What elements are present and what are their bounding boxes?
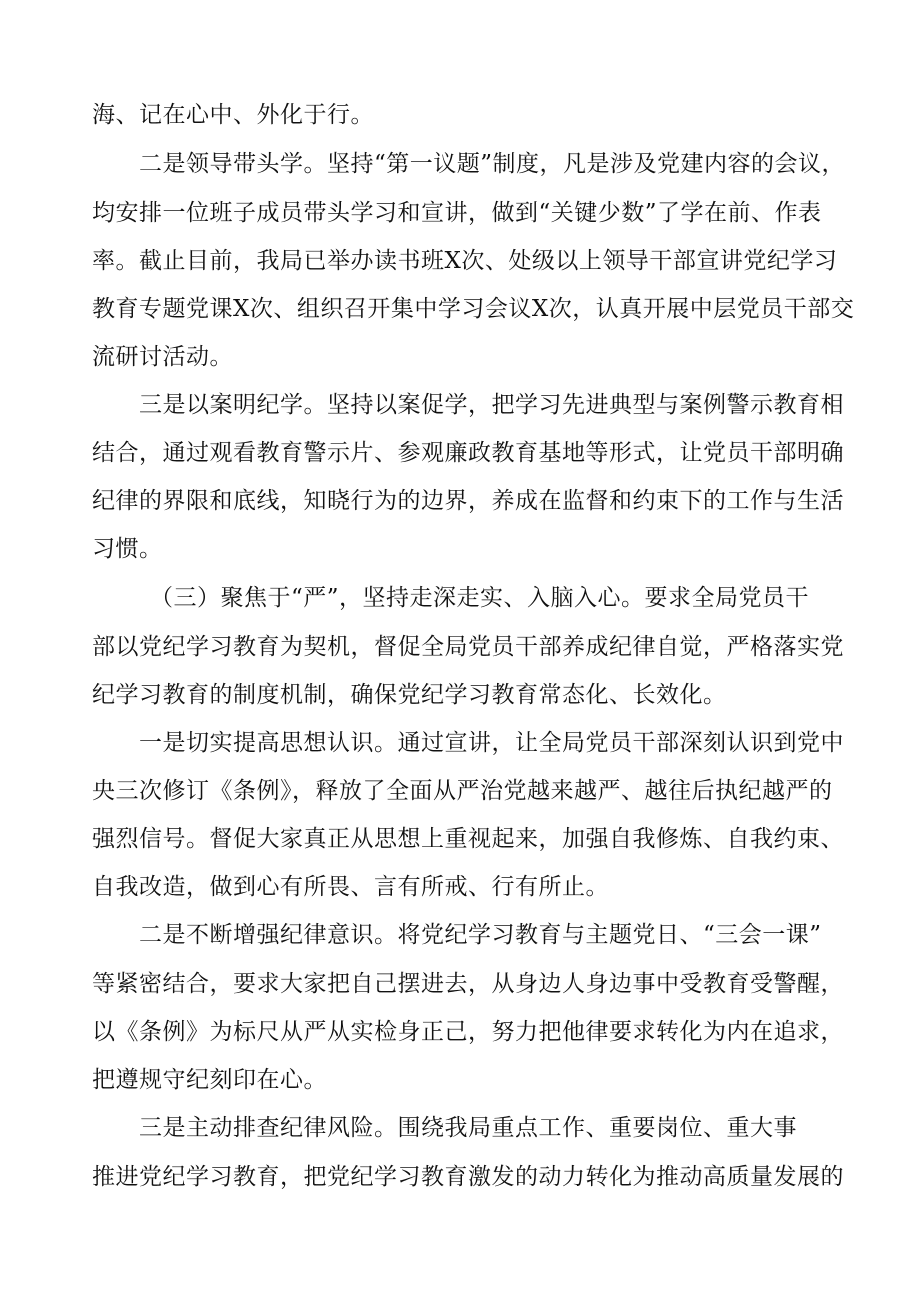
text-line: 二是领导带头学。坚持“第一议题”制度，凡是涉及党建内容的会议， — [139, 151, 846, 177]
text-line: 纪律的界限和底线，知晓行为的边界，养成在监督和约束下的工作与生活 — [92, 488, 844, 514]
text-line: 习惯。 — [92, 536, 163, 562]
text-line: 一是切实提高思想认识。通过宣讲，让全局党员干部深刻认识到党中 — [139, 730, 844, 756]
text-line: 等紧密结合，要求大家把自己摆进去，从身边人身边事中受教育受警醒， — [92, 971, 844, 997]
text-line: 推进党纪学习教育，把党纪学习教育激发的动力转化为推动高质量发展的 — [92, 1164, 844, 1190]
text-line: 以《条例》为标尺从严从实检身正己，努力把他律要求转化为内在追求， — [92, 1019, 844, 1045]
text-line: 把遵规守纪刻印在心。 — [92, 1067, 327, 1093]
text-line: 海、记在心中、外化于行。 — [92, 102, 374, 128]
text-line: 自我改造，做到心有所畏、言有所戒、行有所止。 — [92, 874, 609, 900]
text-line: （三）聚焦于“严”，坚持走深走实、入脑入心。要求全局党员干 — [150, 585, 810, 611]
text-line: 流研讨活动。 — [92, 344, 233, 370]
text-line: 部以党纪学习教育为契机，督促全局党员干部养成纪律自觉，严格落实党 — [92, 634, 844, 660]
text-line: 央三次修订《条例》，释放了全面从严治党越来越严、越往后执纪越严的 — [92, 778, 833, 804]
text-line: 教育专题党课X次、组织召开集中学习会议X次，认真开展中层党员干部交 — [92, 296, 855, 322]
text-line: 三是主动排查纪律风险。围绕我局重点工作、重要岗位、重大事 — [139, 1115, 797, 1141]
text-line: 率。截止目前，我局已举办读书班X次、处级以上领导干部宣讲党纪学习 — [92, 248, 838, 274]
text-line: 结合，通过观看教育警示片、参观廉政教育基地等形式，让党员干部明确 — [92, 440, 844, 466]
text-line: 强烈信号。督促大家真正从思想上重视起来，加强自我修炼、自我约束、 — [92, 826, 844, 852]
text-line: 二是不断增强纪律意识。将党纪学习教育与主题党日、“三会一课” — [139, 922, 822, 948]
text-line: 三是以案明纪学。坚持以案促学，把学习先进典型与案例警示教育相 — [139, 392, 844, 418]
text-line: 均安排一位班子成员带头学习和宣讲，做到“关键少数”了学在前、作表 — [92, 200, 822, 226]
text-line: 纪学习教育的制度机制，确保党纪学习教育常态化、长效化。 — [92, 682, 727, 708]
